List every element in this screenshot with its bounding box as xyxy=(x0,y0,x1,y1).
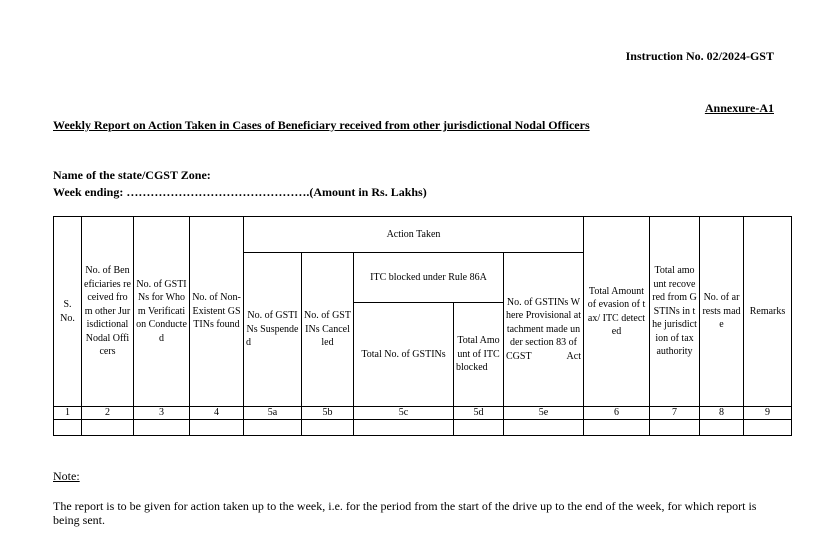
table-cell xyxy=(454,420,504,436)
column-number: 5d xyxy=(454,407,504,420)
column-number: 2 xyxy=(82,407,134,420)
header-cancelled: No. of GSTINs Cancelled xyxy=(302,253,354,407)
header-total-gstins: Total No. of GSTINs xyxy=(354,303,454,407)
header-action-taken: Action Taken xyxy=(244,217,584,253)
state-zone-label: Name of the state/CGST Zone: xyxy=(53,168,211,182)
header-evasion: Total Amount of evasion of tax/ ITC detected xyxy=(584,217,650,407)
column-number: 5b xyxy=(302,407,354,420)
table-cell xyxy=(504,420,584,436)
annexure-label: Annexure-A1 xyxy=(704,101,774,115)
week-ending-label: Week ending: ……………………………………….(Amount in Rs. Lakhs) xyxy=(53,185,427,199)
column-number: 6 xyxy=(584,407,650,420)
header-nonexistent: No. of Non-Existent GSTINs found xyxy=(190,217,244,407)
header-remarks: Remarks xyxy=(744,217,792,407)
table-cell xyxy=(82,420,134,436)
header-suspended: No. of GSTINs Suspended xyxy=(244,253,302,407)
blank-data-row xyxy=(54,420,792,436)
column-number: 1 xyxy=(54,407,82,420)
note-text: The report is to be given for action taken up to the week, i.e. for the period from the start of the drive up to the end of the week, for which report is being sent. xyxy=(53,499,757,527)
header-itc-blocked: ITC blocked under Rule 86A xyxy=(354,253,504,303)
table-cell xyxy=(354,420,454,436)
table-cell xyxy=(700,420,744,436)
column-number: 5c xyxy=(354,407,454,420)
header-recovered: Total amount recovered from GSTINs in the jurisdiction of tax authority xyxy=(650,217,700,407)
note-label: Note: xyxy=(53,469,80,483)
table-cell xyxy=(190,420,244,436)
header-sno: S. No. xyxy=(54,217,82,407)
table-cell xyxy=(54,420,82,436)
column-number: 5a xyxy=(244,407,302,420)
header-provisional: No. of GSTINs Where Provisional attachment made under section 83 of CGST Act xyxy=(504,253,584,407)
column-number: 5e xyxy=(504,407,584,420)
action-report-table xyxy=(53,216,792,436)
table-cell xyxy=(744,420,792,436)
header-arrests: No. of arrests made xyxy=(700,217,744,407)
header-beneficiaries: No. of Beneficiaries received from other Jurisdictional Nodal Officers xyxy=(82,217,134,407)
column-number: 7 xyxy=(650,407,700,420)
header-verification: No. of GSTINs for Whom Verification Conducted xyxy=(134,217,190,407)
table-cell xyxy=(244,420,302,436)
report-title: Weekly Report on Action Taken in Cases of Beneficiary received from other jurisdictional Nodal Officers xyxy=(53,118,590,132)
column-number: 3 xyxy=(134,407,190,420)
column-number: 4 xyxy=(190,407,244,420)
table-cell xyxy=(134,420,190,436)
column-number: 8 xyxy=(700,407,744,420)
table-cell xyxy=(650,420,700,436)
column-number: 9 xyxy=(744,407,792,420)
table-cell xyxy=(584,420,650,436)
instruction-number: Instruction No. 02/2024-GST xyxy=(625,49,774,63)
table-cell xyxy=(302,420,354,436)
header-total-itc: Total Amount of ITC blocked xyxy=(454,303,504,407)
column-number-row xyxy=(54,407,792,420)
